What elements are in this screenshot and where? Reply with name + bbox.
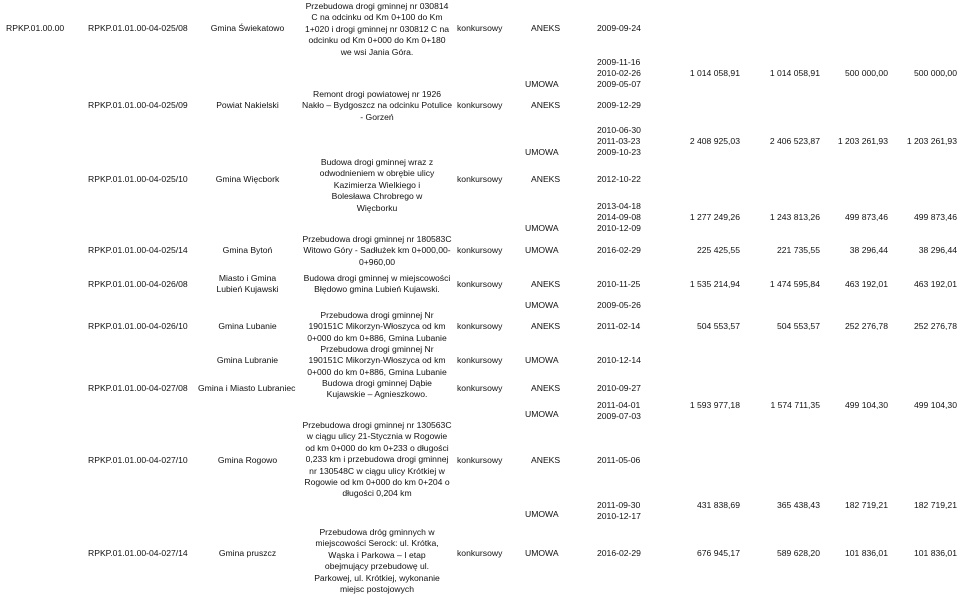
selection-mode: konkursowy <box>457 321 503 331</box>
project-title: Budowa drogi gminnej wraz z odwodnieniem w obrębie ulicy Kazimierza Wielkiego i Bolesława Chrobrego w Więcborku <box>319 157 435 213</box>
beneficiary: Gmina Bytoń <box>222 245 273 255</box>
date: 2009-11-16 <box>597 57 641 67</box>
eu-value: 182 719,21 <box>913 500 957 510</box>
selection-mode: konkursowy <box>457 355 503 365</box>
total-value: 431 838,69 <box>696 500 740 510</box>
eu-value: 252 276,78 <box>913 321 957 331</box>
project-code: RPKP.01.01.00-04-025/09 <box>88 100 188 110</box>
eu-value: 500 000,00 <box>913 68 957 78</box>
project-code: RPKP.01.01.00-04-025/14 <box>88 245 188 255</box>
contract-type: UMOWA <box>525 548 559 558</box>
contract-type: ANEKS <box>531 383 561 393</box>
program-code: RPKP.01.00.00 <box>6 23 65 33</box>
project-code: RPKP.01.01.00-04-025/10 <box>88 174 188 184</box>
contract-type: UMOWA <box>525 79 559 89</box>
date: 2013-04-18 <box>597 201 641 211</box>
beneficiary: Gmina Lubanie <box>218 321 277 331</box>
cofinancing-value: 499 873,46 <box>844 212 888 222</box>
total-value: 1 535 214,94 <box>689 279 740 289</box>
eu-value: 499 104,30 <box>913 400 957 410</box>
total-value: 676 945,17 <box>696 548 740 558</box>
date: 2010-02-26 <box>597 68 641 78</box>
date: 2009-10-23 <box>597 147 641 157</box>
project-title: Przebudowa drogi gminnej Nr 190151C Mikorzyn-Włoszyca od km 0+000 do km 0+886, Gmina Lubanie <box>307 344 447 377</box>
selection-mode: konkursowy <box>457 383 503 393</box>
eu-value: 463 192,01 <box>913 279 957 289</box>
selection-mode: konkursowy <box>457 455 503 465</box>
contract-type: ANEKS <box>531 174 561 184</box>
beneficiary: Gmina i Miasto Lubraniec <box>198 383 296 393</box>
eligible-value: 1 014 058,91 <box>769 68 820 78</box>
cofinancing-value: 252 276,78 <box>844 321 888 331</box>
contract-date: 2016-02-29 <box>597 245 641 255</box>
project-code: RPKP.01.01.00-04-027/14 <box>88 548 188 558</box>
contract-date: 2012-10-22 <box>597 174 641 184</box>
contract-type: UMOWA <box>525 245 559 255</box>
eligible-value: 2 406 523,87 <box>769 136 820 146</box>
contract-date: 2011-02-14 <box>597 321 641 331</box>
eu-value: 499 873,46 <box>913 212 957 222</box>
total-value: 1 277 249,26 <box>689 212 740 222</box>
total-value: 1 014 058,91 <box>689 68 740 78</box>
eligible-value: 1 574 711,35 <box>770 400 820 410</box>
beneficiary: Gmina Lubranie <box>216 355 279 365</box>
total-value: 225 425,55 <box>696 245 740 255</box>
contract-type: UMOWA <box>525 409 559 419</box>
contract-date: 2010-11-25 <box>597 279 641 289</box>
total-value: 504 553,57 <box>696 321 740 331</box>
contract-type: ANEKS <box>531 455 561 465</box>
eligible-value: 589 628,20 <box>776 548 820 558</box>
project-code: RPKP.01.01.00-04-025/08 <box>88 23 188 33</box>
selection-mode: konkursowy <box>457 23 503 33</box>
project-title: Przebudowa drogi gminnej nr 180583C Witowo Góry - Sadłużek km 0+000,00-0+960,00 <box>302 234 452 267</box>
contract-type: ANEKS <box>531 100 561 110</box>
date: 2011-03-23 <box>597 136 641 146</box>
date: 2009-07-03 <box>597 411 641 421</box>
contract-date: 2009-09-24 <box>597 23 641 33</box>
contract-type: UMOWA <box>525 223 559 233</box>
contract-type: ANEKS <box>531 321 561 331</box>
project-title: Przebudowa drogi gminnej Nr 190151C Mikorzyn-Włoszyca od km 0+000 do km 0+886, Gmina Lubanie <box>307 310 447 343</box>
selection-mode: konkursowy <box>457 279 503 289</box>
date: 2009-05-07 <box>597 79 641 89</box>
project-title: Remont drogi powiatowej nr 1926 Nakło – Bydgoszcz na odcinku Potulice - Gorzeń <box>302 89 452 122</box>
date: 2010-06-30 <box>597 125 641 135</box>
eu-value: 101 836,01 <box>913 548 957 558</box>
beneficiary: Gmina Rogowo <box>217 455 278 465</box>
eligible-value: 221 735,55 <box>776 245 820 255</box>
project-title: Budowa drogi gminnej Dąbie Kujawskie – Agnieszkowo. <box>322 378 432 400</box>
cofinancing-value: 463 192,01 <box>844 279 888 289</box>
beneficiary: Powiat Nakielski <box>216 100 279 110</box>
contract-date: 2010-12-14 <box>597 355 641 365</box>
contract-date: 2011-05-06 <box>597 455 641 465</box>
eu-value: 1 203 261,93 <box>906 136 957 146</box>
project-code: RPKP.01.01.00-04-027/10 <box>88 455 188 465</box>
project-title: Przebudowa drogi gminnej nr 130563C w ciągu ulicy 21-Stycznia w Rogowie od km 0+000 do km 0+233 o długości 0,233 km i przebudowa drogi gminnej nr 130548C w ciągu ulicy Krótkiej w Rogowie od km 0+000 do km 0+204 o długości 0,204 km <box>302 420 452 499</box>
contract-type: UMOWA <box>525 147 559 157</box>
date: 2010-12-17 <box>597 511 641 521</box>
project-code: RPKP.01.01.00-04-026/08 <box>88 279 188 289</box>
project-code: RPKP.01.01.00-04-027/08 <box>88 383 188 393</box>
contract-type: UMOWA <box>525 509 559 519</box>
contract-type: UMOWA <box>525 300 559 310</box>
contract-date: 2016-02-29 <box>597 548 641 558</box>
date: 2011-04-01 <box>597 400 641 410</box>
selection-mode: konkursowy <box>457 245 503 255</box>
total-value: 1 593 977,18 <box>689 400 740 410</box>
cofinancing-value: 499 104,30 <box>844 400 888 410</box>
eligible-value: 1 243 813,26 <box>769 212 820 222</box>
project-title: Przebudowa dróg gminnych w miejscowości Serock: ul. Krótka, Wąska i Parkowa – I etap obejmujący przebudowę ul. Parkowej, ul. Krótkiej, wykonanie miejsc postojowych <box>314 527 440 595</box>
selection-mode: konkursowy <box>457 100 503 110</box>
eu-value: 38 296,44 <box>918 245 957 255</box>
date: 2010-12-09 <box>597 223 641 233</box>
date: 2011-09-30 <box>597 500 641 510</box>
selection-mode: konkursowy <box>457 174 503 184</box>
project-title: Budowa drogi gminnej w miejscowości Błędowo gmina Lubień Kujawski. <box>303 273 451 295</box>
beneficiary: Gmina Więcbork <box>215 174 280 184</box>
contract-type: UMOWA <box>525 355 559 365</box>
cofinancing-value: 182 719,21 <box>844 500 888 510</box>
cofinancing-value: 101 836,01 <box>844 548 888 558</box>
eligible-value: 1 474 595,84 <box>769 279 820 289</box>
cofinancing-value: 500 000,00 <box>844 68 888 78</box>
beneficiary: Gmina Świekatowo <box>210 23 285 33</box>
date: 2014-09-08 <box>597 212 641 222</box>
selection-mode: konkursowy <box>457 548 503 558</box>
eligible-value: 365 438,43 <box>776 500 820 510</box>
contract-type: ANEKS <box>531 279 561 289</box>
contract-date: 2010-09-27 <box>597 383 641 393</box>
beneficiary: Gmina pruszcz <box>218 548 277 558</box>
contract-date: 2009-05-26 <box>597 300 641 310</box>
contract-type: ANEKS <box>531 23 561 33</box>
cofinancing-value: 38 296,44 <box>849 245 888 255</box>
project-title: Przebudowa drogi gminnej nr 030814 C na odcinku od Km 0+100 do Km 1+020 i drogi gminnej nr 030812 C na odcinku od Km 0+000 do Km 0+180 we wsi Jania Góra. <box>304 1 450 57</box>
cofinancing-value: 1 203 261,93 <box>837 136 888 146</box>
beneficiary: Miasto i Gmina Lubień Kujawski <box>216 273 279 295</box>
contract-date: 2009-12-29 <box>597 100 641 110</box>
total-value: 2 408 925,03 <box>689 136 740 146</box>
eligible-value: 504 553,57 <box>776 321 820 331</box>
project-code: RPKP.01.01.00-04-026/10 <box>88 321 188 331</box>
